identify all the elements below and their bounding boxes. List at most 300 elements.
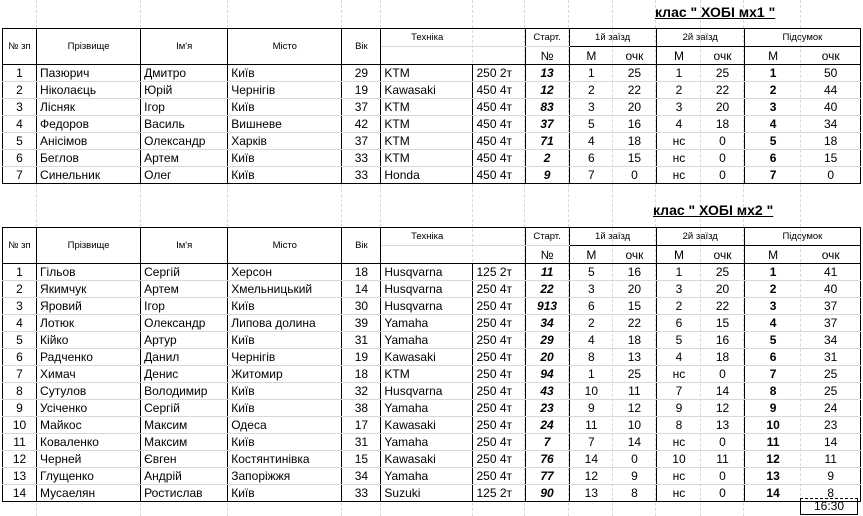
header-total-place: М bbox=[744, 47, 801, 65]
race2-points: 0 bbox=[701, 434, 744, 451]
rider-surname: Яровий bbox=[37, 298, 141, 315]
rider-surname: Майкос bbox=[37, 417, 141, 434]
rider-age: 15 bbox=[342, 451, 381, 468]
rider-age: 31 bbox=[342, 332, 381, 349]
row-number: 5 bbox=[3, 332, 37, 349]
rider-city: Запоріжжя bbox=[228, 468, 342, 485]
total-place: 7 bbox=[744, 167, 801, 184]
rider-surname: Радченко bbox=[37, 349, 141, 366]
table-row bbox=[3, 332, 861, 349]
total-place: 6 bbox=[744, 349, 801, 366]
rider-city: Київ bbox=[228, 400, 342, 417]
rider-city: Київ bbox=[228, 485, 342, 502]
total-points: 25 bbox=[801, 383, 860, 400]
bike-engine: 125 2т bbox=[473, 485, 525, 502]
race2-place: нс bbox=[656, 366, 701, 383]
start-number: 913 bbox=[525, 298, 569, 315]
total-points: 37 bbox=[801, 315, 860, 332]
total-points: 44 bbox=[801, 82, 860, 99]
race2-points: 25 bbox=[701, 65, 744, 82]
rider-name: Артем bbox=[141, 281, 228, 298]
header-row bbox=[3, 228, 861, 246]
table-row bbox=[3, 65, 861, 82]
table-row bbox=[3, 116, 861, 133]
race2-place: нс bbox=[656, 468, 701, 485]
race2-place: 8 bbox=[656, 417, 701, 434]
class1-title: клас " ХОБІ мх1 " bbox=[655, 4, 776, 20]
total-points: 34 bbox=[801, 332, 860, 349]
rider-city: Чернігів bbox=[228, 349, 342, 366]
race1-place: 2 bbox=[569, 315, 613, 332]
bike-make: Yamaha bbox=[381, 315, 473, 332]
rider-surname: Кійко bbox=[37, 332, 141, 349]
rider-surname: Коваленко bbox=[37, 434, 141, 451]
bike-engine: 450 4т bbox=[473, 99, 525, 116]
race1-place: 10 bbox=[569, 383, 613, 400]
bike-make: Yamaha bbox=[381, 434, 473, 451]
row-number: 2 bbox=[3, 82, 37, 99]
race1-points: 16 bbox=[613, 264, 656, 281]
rider-name: Олександр bbox=[141, 315, 228, 332]
rider-surname: Ніколаєць bbox=[37, 82, 141, 99]
bike-make: Husqvarna bbox=[381, 281, 473, 298]
race2-place: 3 bbox=[656, 281, 701, 298]
race1-points: 15 bbox=[613, 298, 656, 315]
race2-place: 5 bbox=[656, 332, 701, 349]
race1-points: 9 bbox=[613, 468, 656, 485]
race2-place: нс bbox=[656, 485, 701, 502]
total-points: 40 bbox=[801, 99, 860, 116]
row-number: 1 bbox=[3, 264, 37, 281]
bike-make: Honda bbox=[381, 167, 473, 184]
start-number: 20 bbox=[525, 349, 569, 366]
rider-age: 39 bbox=[342, 315, 381, 332]
header-race1-place: М bbox=[569, 246, 613, 264]
bike-engine: 450 4т bbox=[473, 167, 525, 184]
rider-age: 19 bbox=[342, 82, 381, 99]
bike-engine: 250 4т bbox=[473, 281, 525, 298]
header-race1-points: очк bbox=[613, 47, 656, 65]
row-number: 8 bbox=[3, 383, 37, 400]
row-number: 6 bbox=[3, 150, 37, 167]
race1-points: 22 bbox=[613, 82, 656, 99]
total-points: 9 bbox=[801, 468, 860, 485]
rider-name: Дмитро bbox=[141, 65, 228, 82]
total-place: 3 bbox=[744, 298, 801, 315]
bike-engine: 250 4т bbox=[473, 383, 525, 400]
table-row bbox=[3, 366, 861, 383]
rider-surname: Сутулов bbox=[37, 383, 141, 400]
row-number: 5 bbox=[3, 133, 37, 150]
start-number: 13 bbox=[525, 65, 569, 82]
start-number: 43 bbox=[525, 383, 569, 400]
table-row bbox=[3, 99, 861, 116]
race2-place: 7 bbox=[656, 383, 701, 400]
total-points: 50 bbox=[801, 65, 860, 82]
row-number: 12 bbox=[3, 451, 37, 468]
header-start: Старт. bbox=[525, 228, 569, 246]
total-points: 34 bbox=[801, 116, 860, 133]
bike-engine: 250 4т bbox=[473, 349, 525, 366]
total-place: 2 bbox=[744, 82, 801, 99]
table-row bbox=[3, 485, 861, 502]
total-place: 6 bbox=[744, 150, 801, 167]
race2-place: 2 bbox=[656, 82, 701, 99]
bike-make: Husqvarna bbox=[381, 298, 473, 315]
race2-points: 15 bbox=[701, 315, 744, 332]
race1-points: 11 bbox=[613, 383, 656, 400]
race2-points: 0 bbox=[701, 167, 744, 184]
race2-place: 3 bbox=[656, 99, 701, 116]
rider-name: Олег bbox=[141, 167, 228, 184]
race2-points: 0 bbox=[701, 485, 744, 502]
rider-name: Сергій bbox=[141, 264, 228, 281]
total-points: 18 bbox=[801, 133, 860, 150]
race2-place: 2 bbox=[656, 298, 701, 315]
rider-name: Артем bbox=[141, 150, 228, 167]
table-row bbox=[3, 281, 861, 298]
race2-points: 0 bbox=[701, 133, 744, 150]
race1-points: 0 bbox=[613, 167, 656, 184]
header-tech: Техніка bbox=[381, 29, 473, 47]
rider-name: Максим bbox=[141, 417, 228, 434]
bike-engine: 450 4т bbox=[473, 150, 525, 167]
rider-age: 33 bbox=[342, 167, 381, 184]
bike-make: Yamaha bbox=[381, 332, 473, 349]
race2-points: 14 bbox=[701, 383, 744, 400]
rider-age: 19 bbox=[342, 349, 381, 366]
rider-age: 37 bbox=[342, 133, 381, 150]
race2-points: 20 bbox=[701, 281, 744, 298]
total-place: 14 bbox=[744, 485, 801, 502]
header-tech-engine bbox=[473, 29, 525, 47]
bike-engine: 450 4т bbox=[473, 116, 525, 133]
total-points: 31 bbox=[801, 349, 860, 366]
total-place: 2 bbox=[744, 281, 801, 298]
header-race2-points: очк bbox=[701, 47, 744, 65]
race1-place: 6 bbox=[569, 298, 613, 315]
race2-points: 20 bbox=[701, 99, 744, 116]
total-place: 12 bbox=[744, 451, 801, 468]
rider-city: Житомир bbox=[228, 366, 342, 383]
race2-place: нс bbox=[656, 150, 701, 167]
race1-place: 1 bbox=[569, 366, 613, 383]
bike-make: KTM bbox=[381, 116, 473, 133]
race2-place: нс bbox=[656, 133, 701, 150]
race1-place: 11 bbox=[569, 417, 613, 434]
total-points: 41 bbox=[801, 264, 860, 281]
total-points: 11 bbox=[801, 451, 860, 468]
bike-make: KTM bbox=[381, 65, 473, 82]
bike-make: Kawasaki bbox=[381, 82, 473, 99]
race1-place: 5 bbox=[569, 116, 613, 133]
race1-points: 14 bbox=[613, 434, 656, 451]
rider-city: Київ bbox=[228, 167, 342, 184]
start-number: 94 bbox=[525, 366, 569, 383]
rider-name: Андрій bbox=[141, 468, 228, 485]
rider-city: Київ bbox=[228, 383, 342, 400]
rider-age: 14 bbox=[342, 281, 381, 298]
bike-make: Yamaha bbox=[381, 400, 473, 417]
rider-age: 31 bbox=[342, 434, 381, 451]
race2-points: 13 bbox=[701, 417, 744, 434]
bike-engine: 250 4т bbox=[473, 332, 525, 349]
rider-city: Київ bbox=[228, 99, 342, 116]
race2-place: нс bbox=[656, 167, 701, 184]
bike-engine: 250 4т bbox=[473, 468, 525, 485]
bike-engine: 450 4т bbox=[473, 133, 525, 150]
rider-age: 32 bbox=[342, 383, 381, 400]
header-total-points: очк bbox=[801, 47, 860, 65]
table-row bbox=[3, 150, 861, 167]
row-number: 3 bbox=[3, 298, 37, 315]
row-number: 7 bbox=[3, 167, 37, 184]
header-tech-engine-blank bbox=[473, 246, 525, 264]
race2-place: 4 bbox=[656, 116, 701, 133]
bike-make: Kawasaki bbox=[381, 349, 473, 366]
total-place: 1 bbox=[744, 264, 801, 281]
race1-points: 18 bbox=[613, 332, 656, 349]
header-start-no: № bbox=[525, 47, 569, 65]
total-points: 37 bbox=[801, 298, 860, 315]
rider-surname: Анісімов bbox=[37, 133, 141, 150]
rider-city: Київ bbox=[228, 150, 342, 167]
rider-name: Сергій bbox=[141, 400, 228, 417]
row-number: 6 bbox=[3, 349, 37, 366]
total-place: 13 bbox=[744, 468, 801, 485]
race1-points: 25 bbox=[613, 65, 656, 82]
rider-surname: Черней bbox=[37, 451, 141, 468]
start-number: 37 bbox=[525, 116, 569, 133]
start-number: 83 bbox=[525, 99, 569, 116]
bike-make: Kawasaki bbox=[381, 451, 473, 468]
rider-city: Київ bbox=[228, 332, 342, 349]
race1-place: 9 bbox=[569, 400, 613, 417]
header-start: Старт. bbox=[525, 29, 569, 47]
bike-engine: 250 4т bbox=[473, 434, 525, 451]
header-name: Ім'я bbox=[141, 228, 228, 264]
row-number: 9 bbox=[3, 400, 37, 417]
rider-name: Максим bbox=[141, 434, 228, 451]
rider-city: Київ bbox=[228, 65, 342, 82]
row-number: 10 bbox=[3, 417, 37, 434]
header-race2-points: очк bbox=[701, 246, 744, 264]
rider-surname: Федоров bbox=[37, 116, 141, 133]
start-number: 9 bbox=[525, 167, 569, 184]
race2-points: 22 bbox=[701, 298, 744, 315]
race1-place: 14 bbox=[569, 451, 613, 468]
header-tech-engine bbox=[473, 228, 525, 246]
rider-age: 33 bbox=[342, 485, 381, 502]
total-points: 23 bbox=[801, 417, 860, 434]
race1-place: 8 bbox=[569, 349, 613, 366]
race1-points: 16 bbox=[613, 116, 656, 133]
rider-age: 34 bbox=[342, 468, 381, 485]
bike-make: Husqvarna bbox=[381, 264, 473, 281]
rider-age: 18 bbox=[342, 366, 381, 383]
total-place: 7 bbox=[744, 366, 801, 383]
row-number: 4 bbox=[3, 315, 37, 332]
row-number: 7 bbox=[3, 366, 37, 383]
race2-place: 9 bbox=[656, 400, 701, 417]
table-row bbox=[3, 400, 861, 417]
rider-name: Василь bbox=[141, 116, 228, 133]
race2-points: 18 bbox=[701, 116, 744, 133]
total-place: 5 bbox=[744, 332, 801, 349]
bike-make: KTM bbox=[381, 99, 473, 116]
race1-place: 7 bbox=[569, 434, 613, 451]
header-age: Вік bbox=[342, 228, 381, 264]
race2-points: 11 bbox=[701, 451, 744, 468]
header-race1: 1й заїзд bbox=[569, 29, 656, 47]
rider-surname: Гільов bbox=[37, 264, 141, 281]
table-row bbox=[3, 315, 861, 332]
rider-surname: Якимчук bbox=[37, 281, 141, 298]
header-tech-engine-blank bbox=[473, 47, 525, 65]
total-points: 40 bbox=[801, 281, 860, 298]
row-number: 4 bbox=[3, 116, 37, 133]
rider-name: Володимир bbox=[141, 383, 228, 400]
table-row bbox=[3, 298, 861, 315]
start-number: 76 bbox=[525, 451, 569, 468]
race1-points: 22 bbox=[613, 315, 656, 332]
header-num: № зп bbox=[3, 29, 37, 65]
race2-place: 1 bbox=[656, 264, 701, 281]
bike-make: KTM bbox=[381, 150, 473, 167]
total-place: 11 bbox=[744, 434, 801, 451]
bike-make: KTM bbox=[381, 366, 473, 383]
header-name: Ім'я bbox=[141, 29, 228, 65]
race1-place: 13 bbox=[569, 485, 613, 502]
row-number: 11 bbox=[3, 434, 37, 451]
race1-points: 20 bbox=[613, 99, 656, 116]
header-race2: 2й заїзд bbox=[656, 228, 744, 246]
race2-points: 0 bbox=[701, 468, 744, 485]
bike-engine: 125 2т bbox=[473, 264, 525, 281]
race2-place: 1 bbox=[656, 65, 701, 82]
rider-surname: Химач bbox=[37, 366, 141, 383]
rider-city: Костянтинівка bbox=[228, 451, 342, 468]
table-row bbox=[3, 417, 861, 434]
total-place: 4 bbox=[744, 315, 801, 332]
bike-engine: 250 4т bbox=[473, 400, 525, 417]
race2-points: 0 bbox=[701, 366, 744, 383]
rider-city: Київ bbox=[228, 298, 342, 315]
bike-make: Kawasaki bbox=[381, 417, 473, 434]
race1-place: 5 bbox=[569, 264, 613, 281]
rider-city: Липова долина bbox=[228, 315, 342, 332]
header-total-place: М bbox=[744, 246, 801, 264]
total-place: 8 bbox=[744, 383, 801, 400]
rider-age: 38 bbox=[342, 400, 381, 417]
row-number: 2 bbox=[3, 281, 37, 298]
start-number: 71 bbox=[525, 133, 569, 150]
race1-place: 6 bbox=[569, 150, 613, 167]
start-number: 23 bbox=[525, 400, 569, 417]
rider-surname: Пазюрич bbox=[37, 65, 141, 82]
total-points: 15 bbox=[801, 150, 860, 167]
table-row bbox=[3, 167, 861, 184]
header-num: № зп bbox=[3, 228, 37, 264]
row-number: 1 bbox=[3, 65, 37, 82]
race1-place: 7 bbox=[569, 167, 613, 184]
total-place: 1 bbox=[744, 65, 801, 82]
rider-name: Ігор bbox=[141, 298, 228, 315]
row-number: 14 bbox=[3, 485, 37, 502]
rider-surname: Лотюк bbox=[37, 315, 141, 332]
time-cell: 16:30 bbox=[800, 498, 858, 515]
race1-place: 2 bbox=[569, 82, 613, 99]
race2-points: 25 bbox=[701, 264, 744, 281]
row-number: 13 bbox=[3, 468, 37, 485]
rider-surname: Мусаелян bbox=[37, 485, 141, 502]
header-tech-blank bbox=[381, 47, 473, 65]
rider-city: Хмельницький bbox=[228, 281, 342, 298]
header-surname: Прізвище bbox=[37, 228, 141, 264]
total-points: 0 bbox=[801, 167, 860, 184]
rider-name: Денис bbox=[141, 366, 228, 383]
table-row bbox=[3, 133, 861, 150]
start-number: 77 bbox=[525, 468, 569, 485]
header-row bbox=[3, 29, 861, 47]
race1-points: 18 bbox=[613, 133, 656, 150]
total-points: 14 bbox=[801, 434, 860, 451]
bike-engine: 250 4т bbox=[473, 298, 525, 315]
start-number: 2 bbox=[525, 150, 569, 167]
bike-engine: 250 4т bbox=[473, 366, 525, 383]
header-race2-place: М bbox=[656, 47, 701, 65]
table-row bbox=[3, 264, 861, 281]
rider-surname: Синельник bbox=[37, 167, 141, 184]
race1-points: 8 bbox=[613, 485, 656, 502]
race2-place: 4 bbox=[656, 349, 701, 366]
rider-name: Євген bbox=[141, 451, 228, 468]
race1-points: 20 bbox=[613, 281, 656, 298]
header-age: Вік bbox=[342, 29, 381, 65]
race1-points: 15 bbox=[613, 150, 656, 167]
rider-city: Чернігів bbox=[228, 82, 342, 99]
rider-age: 29 bbox=[342, 65, 381, 82]
rider-age: 33 bbox=[342, 150, 381, 167]
race1-place: 3 bbox=[569, 281, 613, 298]
bike-make: Suzuki bbox=[381, 485, 473, 502]
race1-points: 0 bbox=[613, 451, 656, 468]
total-points: 25 bbox=[801, 366, 860, 383]
table-row bbox=[3, 451, 861, 468]
start-number: 22 bbox=[525, 281, 569, 298]
start-number: 24 bbox=[525, 417, 569, 434]
race1-place: 1 bbox=[569, 65, 613, 82]
rider-city: Харків bbox=[228, 133, 342, 150]
rider-surname: Усіченко bbox=[37, 400, 141, 417]
start-number: 29 bbox=[525, 332, 569, 349]
header-city: Місто bbox=[228, 228, 342, 264]
race2-points: 18 bbox=[701, 349, 744, 366]
rider-name: Данил bbox=[141, 349, 228, 366]
bike-engine: 250 4т bbox=[473, 315, 525, 332]
bike-engine: 250 4т bbox=[473, 417, 525, 434]
race1-place: 4 bbox=[569, 133, 613, 150]
total-points: 24 bbox=[801, 400, 860, 417]
race1-place: 12 bbox=[569, 468, 613, 485]
race2-points: 16 bbox=[701, 332, 744, 349]
bike-engine: 450 4т bbox=[473, 82, 525, 99]
race1-points: 12 bbox=[613, 400, 656, 417]
header-start-no: № bbox=[525, 246, 569, 264]
class2-title: клас " ХОБІ мх2 " bbox=[653, 202, 774, 218]
header-race1-points: очк bbox=[613, 246, 656, 264]
bike-make: KTM bbox=[381, 133, 473, 150]
